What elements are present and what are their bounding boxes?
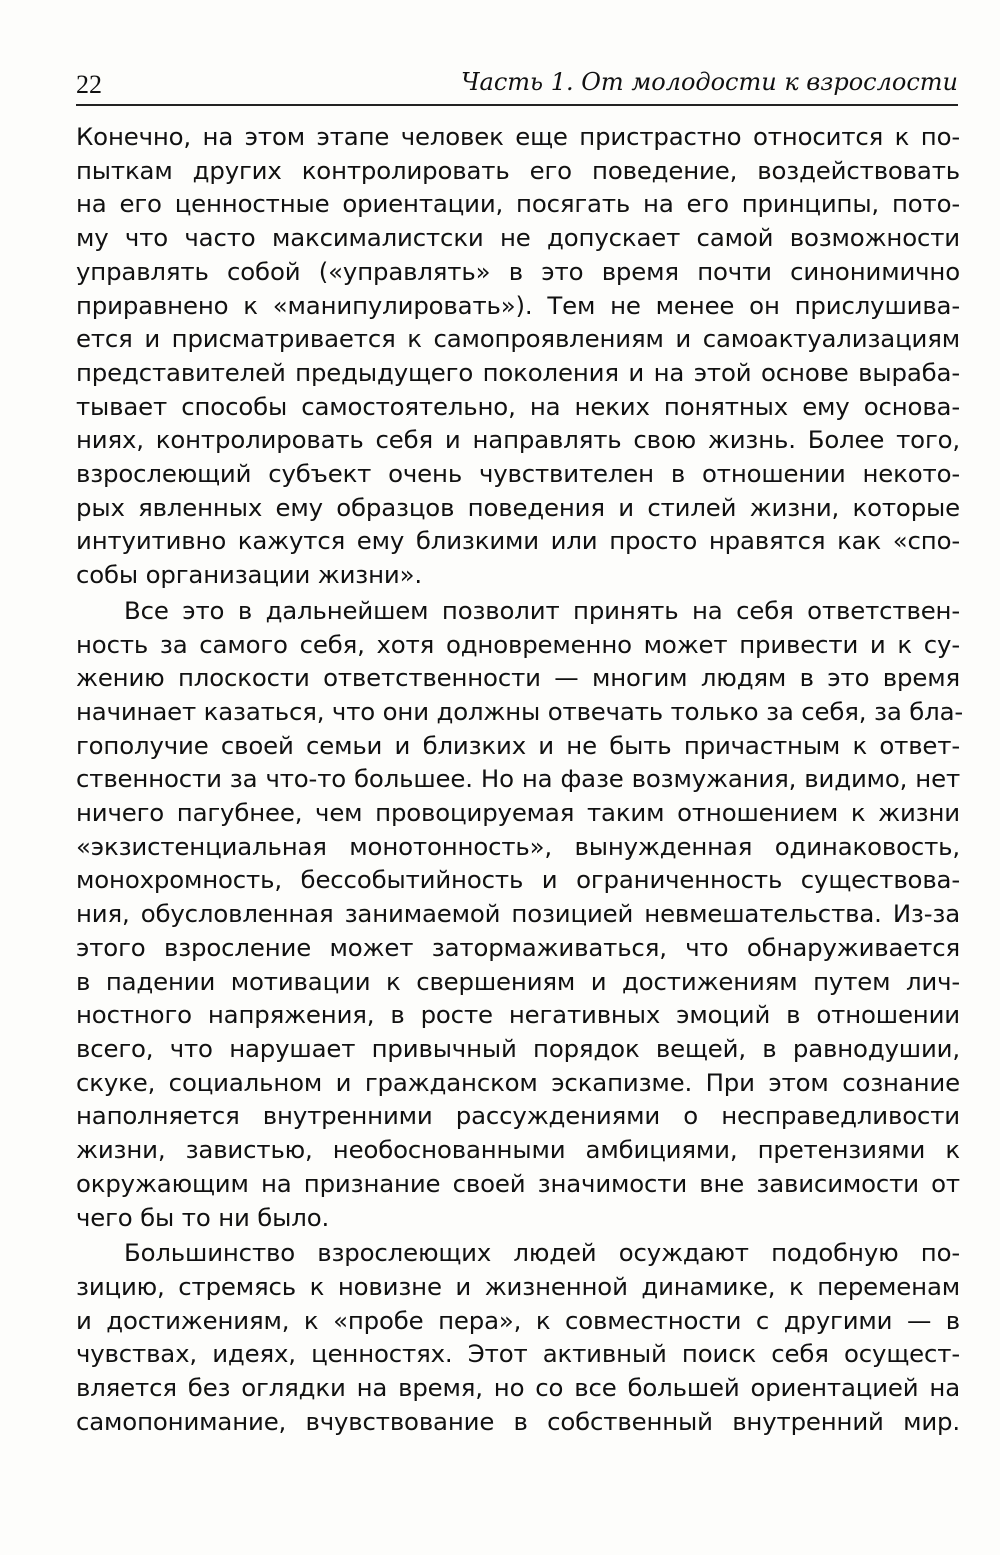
text-line: и достижениям, к «пробе пера», к совместности с другими — в bbox=[76, 1305, 960, 1335]
text-line: представителей предыдущего поколения и на этой основе выраба- bbox=[76, 357, 960, 387]
paragraph bbox=[76, 120, 960, 592]
text-line: Конечно, на этом этапе человек еще пристрастно относится к по- bbox=[76, 122, 960, 151]
text-line: ственности за что-то большее. Но на фазе возмужания, видимо, нет bbox=[76, 764, 960, 794]
text-line: жизни, завистью, необоснованными амбициями, претензиями к bbox=[76, 1135, 960, 1165]
text-line: взрослеющий субъект очень чувствителен в отношении некото- bbox=[76, 459, 960, 489]
body-text bbox=[76, 120, 964, 1440]
text-line: монохромность, бессобытийность и ограниченность существова- bbox=[76, 865, 960, 895]
text-line: рых явленных ему образцов поведения и стилей жизни, которые bbox=[76, 492, 960, 522]
text-line: всего, что нарушает привычный порядок вещей, в равнодушии, bbox=[76, 1033, 960, 1063]
text-line: Все это в дальнейшем позволит принять на себя ответствен- bbox=[124, 595, 960, 625]
text-line: ностного напряжения, в росте негативных эмоций в отношении bbox=[76, 1000, 960, 1030]
text-line: в падении мотивации к свершениям и достижениям путем лич- bbox=[76, 966, 960, 996]
paragraph bbox=[76, 1236, 960, 1438]
page-header bbox=[76, 64, 958, 104]
paragraph bbox=[76, 594, 964, 1234]
text-line: пыткам других контролировать его поведение, воздействовать bbox=[76, 155, 960, 185]
running-title: Часть 1. От молодости к взрослости bbox=[460, 68, 958, 96]
text-line: приравнено к «манипулировать»). Тем не менее он прислушива- bbox=[76, 290, 960, 320]
text-line: самопонимание, вчувствование в собственный внутренний мир. bbox=[76, 1406, 960, 1436]
text-line: му что часто максималистски не допускает самой возможности bbox=[76, 223, 960, 253]
text-line: ниях, контролировать себя и направлять свою жизнь. Более того, bbox=[76, 425, 960, 455]
text-line: гополучие своей семьи и близких и не быть причастным к ответ- bbox=[76, 730, 960, 760]
text-line: зицию, стремясь к новизне и жизненной динамике, к переменам bbox=[76, 1271, 960, 1301]
text-line: на его ценностные ориентации, посягать на его принципы, пото- bbox=[76, 189, 960, 219]
page-number: 22 bbox=[76, 70, 102, 99]
text-line: чувствах, идеях, ценностях. Этот активный поиск себя осущест- bbox=[76, 1339, 960, 1369]
text-line: этого взросление может затормаживаться, что обнаруживается bbox=[76, 932, 960, 962]
text-line: управлять собой («управлять» в это время почти синонимично bbox=[76, 256, 960, 286]
header-rule bbox=[76, 104, 958, 106]
text-line: окружающим на признание своей значимости вне зависимости от bbox=[76, 1168, 960, 1198]
text-line: ность за самого себя, хотя одновременно может привести и к су- bbox=[76, 629, 960, 659]
text-line: начинает казаться, что они должны отвечать только за себя, за бла- bbox=[76, 696, 964, 726]
text-line: интуитивно кажутся ему близкими или просто нравятся как «спо- bbox=[76, 526, 960, 556]
text-line: ничего пагубнее, чем провоцируемая таким отношением к жизни bbox=[76, 798, 960, 828]
text-line: собы организации жизни». bbox=[76, 560, 422, 590]
text-line: «экзистенциальная монотонность», вынужденная одинаковость, bbox=[76, 831, 960, 861]
text-line: жению плоскости ответственности — многим людям в это время bbox=[76, 663, 960, 693]
text-line: скуке, социальном и гражданском эскапизме. При этом сознание bbox=[76, 1067, 960, 1097]
text-line: тывает способы самостоятельно, на неких понятных ему основа- bbox=[76, 391, 960, 421]
text-line: ния, обусловленная занимаемой позицией невмешательства. Из-за bbox=[76, 899, 960, 929]
text-line: чего бы то ни было. bbox=[76, 1202, 330, 1232]
text-line: вляется без оглядки на время, но со все большей ориентацией на bbox=[76, 1373, 960, 1403]
text-line: наполняется внутренними рассуждениями о несправедливости bbox=[76, 1101, 960, 1131]
text-line: Большинство взрослеющих людей осуждают подобную по- bbox=[124, 1238, 960, 1268]
text-line: ется и присматривается к самопроявлениям и самоактуализациям bbox=[76, 324, 960, 354]
